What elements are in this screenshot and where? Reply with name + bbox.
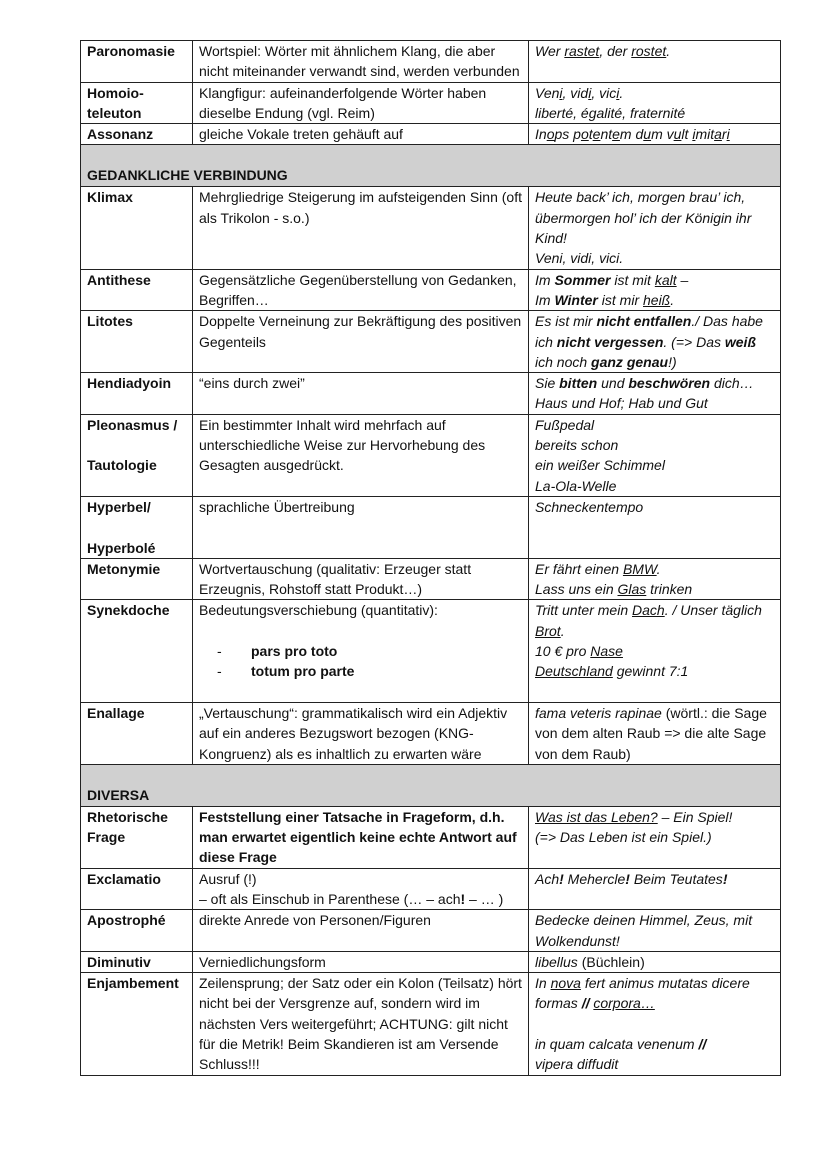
term-cell: Enjambement bbox=[81, 973, 193, 1075]
definition-cell: Feststellung einer Tatsache in Frageform, d.h. man erwartet eigentlich keine echte Antwort auf diese Frage bbox=[193, 806, 529, 868]
example-cell: Inops potentem dum vult imitari bbox=[529, 124, 781, 145]
example-cell: Schneckentempo bbox=[529, 496, 781, 558]
term-cell: Exclamatio bbox=[81, 868, 193, 910]
example-cell: Es ist mir nicht entfallen./ Das habe ich nicht vergessen. (=> Das weiß ich noch ganz genau!) bbox=[529, 311, 781, 373]
definition-cell: Wortvertauschung (qualitativ: Erzeuger statt Erzeugnis, Rohstoff statt Produkt…) bbox=[193, 558, 529, 600]
definition-cell: Gegensätzliche Gegenüberstellung von Gedanken, Begriffen… bbox=[193, 269, 529, 311]
example-cell: Veni, vidi, vici. liberté, égalité, fraternité bbox=[529, 82, 781, 124]
example-cell: Was ist das Leben? – Ein Spiel! (=> Das Leben ist ein Spiel.) bbox=[529, 806, 781, 868]
table-row bbox=[81, 806, 781, 868]
example-cell: Ach! Mehercle! Beim Teutates! bbox=[529, 868, 781, 910]
example-cell: Fußpedal bereits schon ein weißer Schimmel La-Ola-Welle bbox=[529, 414, 781, 496]
definition-cell: direkte Anrede von Personen/Figuren bbox=[193, 910, 529, 952]
term-cell: Rhetorische Frage bbox=[81, 806, 193, 868]
section-title: GEDANKLICHE VERBINDUNG bbox=[81, 145, 781, 187]
table-row bbox=[81, 973, 781, 1075]
definition-cell: Mehrgliedrige Steigerung im aufsteigenden Sinn (oft als Trikolon - s.o.) bbox=[193, 187, 529, 269]
example-cell: Sie bitten und beschwören dich… Haus und Hof; Hab und Gut bbox=[529, 373, 781, 415]
term-cell: Diminutiv bbox=[81, 951, 193, 972]
table-row bbox=[81, 868, 781, 910]
definition-cell: Wortspiel: Wörter mit ähnlichem Klang, die aber nicht miteinander verwandt sind, werden verbunden bbox=[193, 41, 529, 83]
table-row bbox=[81, 373, 781, 415]
term-cell: Hyperbel/ Hyperbolé bbox=[81, 496, 193, 558]
example-cell: Im Sommer ist mit kalt – Im Winter ist mir heiß. bbox=[529, 269, 781, 311]
stilmittel-table bbox=[80, 40, 781, 1076]
term-cell: Paronomasie bbox=[81, 41, 193, 83]
definition-cell: gleiche Vokale treten gehäuft auf bbox=[193, 124, 529, 145]
term-cell: Pleonasmus / Tautologie bbox=[81, 414, 193, 496]
synekdoche-list bbox=[199, 641, 522, 682]
definition-cell: Ein bestimmter Inhalt wird mehrfach auf unterschiedliche Weise zur Hervorhebung des Gesagten ausgedrückt. bbox=[193, 414, 529, 496]
example-cell: libellus (Büchlein) bbox=[529, 951, 781, 972]
term-cell: Litotes bbox=[81, 311, 193, 373]
term-cell: Metonymie bbox=[81, 558, 193, 600]
table-row bbox=[81, 414, 781, 496]
table-row bbox=[81, 41, 781, 83]
term-cell: Apostrophé bbox=[81, 910, 193, 952]
term-cell: Homoio- teleuton bbox=[81, 82, 193, 124]
term-cell: Enallage bbox=[81, 702, 193, 764]
section-header-row bbox=[81, 764, 781, 806]
table-row bbox=[81, 311, 781, 373]
example-cell: Bedecke deinen Himmel, Zeus, mit Wolkendunst! bbox=[529, 910, 781, 952]
section-title: DIVERSA bbox=[81, 764, 781, 806]
list-item: - totum pro parte bbox=[217, 661, 522, 681]
example-cell: fama veteris rapinae (wörtl.: die Sage von dem alten Raub => die alte Sage von dem Raub) bbox=[529, 702, 781, 764]
table-row bbox=[81, 951, 781, 972]
definition-cell: Verniedlichungsform bbox=[193, 951, 529, 972]
definition-cell: „Vertauschung“: grammatikalisch wird ein Adjektiv auf ein anderes Bezugswort bezogen (KNG-Kongruenz) als es inhaltlich zu erwarten wäre bbox=[193, 702, 529, 764]
table-row bbox=[81, 558, 781, 600]
table-row bbox=[81, 269, 781, 311]
example-cell: In nova fert animus mutatas dicere formas // corpora… in quam calcata venenum // vipera diffudit bbox=[529, 973, 781, 1075]
example-cell: Heute back’ ich, morgen brau’ ich, übermorgen hol’ ich der Königin ihr Kind! Veni, vidi, vici. bbox=[529, 187, 781, 269]
list-item: - pars pro toto bbox=[217, 641, 522, 661]
section-header-row bbox=[81, 145, 781, 187]
definition-cell: Zeilensprung; der Satz oder ein Kolon (Teilsatz) hört nicht bei der Versgrenze auf, sondern wird im nächsten Vers weitergeführt; ACHTUNG: gilt nicht für die Metrik! Beim Skandieren ist am Versende Schluss!!! bbox=[193, 973, 529, 1075]
term-cell: Klimax bbox=[81, 187, 193, 269]
example-cell: Wer rastet, der rostet. bbox=[529, 41, 781, 83]
term-cell: Antithese bbox=[81, 269, 193, 311]
term-cell: Assonanz bbox=[81, 124, 193, 145]
table-row bbox=[81, 702, 781, 764]
table-row bbox=[81, 910, 781, 952]
definition-cell: Klangfigur: aufeinanderfolgende Wörter haben dieselbe Endung (vgl. Reim) bbox=[193, 82, 529, 124]
example-cell: Er fährt einen BMW. Lass uns ein Glas trinken bbox=[529, 558, 781, 600]
table-row bbox=[81, 600, 781, 702]
table-row bbox=[81, 496, 781, 558]
table-row bbox=[81, 124, 781, 145]
example-cell: Tritt unter mein Dach. / Unser täglich Brot. 10 € pro Nase Deutschland gewinnt 7:1 bbox=[529, 600, 781, 702]
definition-cell: Ausruf (!) – oft als Einschub in Parenthese (… – ach! – … ) bbox=[193, 868, 529, 910]
term-cell: Hendiadyoin bbox=[81, 373, 193, 415]
table-row bbox=[81, 82, 781, 124]
definition-cell: Bedeutungsverschiebung (quantitativ): - pars pro toto - totum pro parte bbox=[193, 600, 529, 702]
definition-cell: “eins durch zwei” bbox=[193, 373, 529, 415]
term-cell: Synekdoche bbox=[81, 600, 193, 702]
table-row bbox=[81, 187, 781, 269]
definition-cell: sprachliche Übertreibung bbox=[193, 496, 529, 558]
definition-cell: Doppelte Verneinung zur Bekräftigung des positiven Gegenteils bbox=[193, 311, 529, 373]
